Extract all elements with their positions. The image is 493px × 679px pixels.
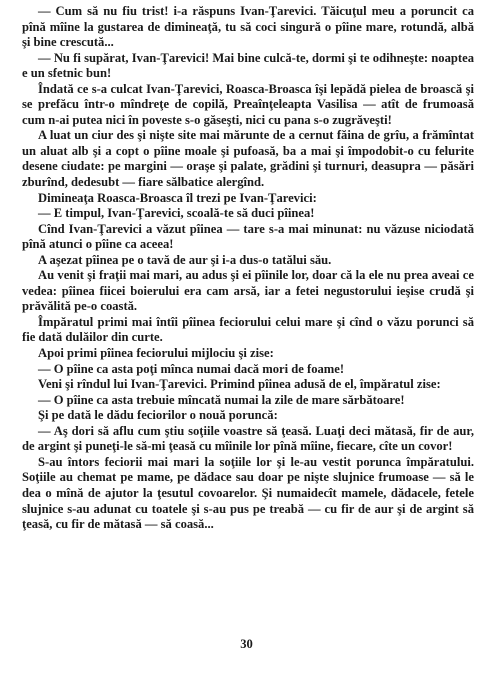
paragraph: Au venit şi fraţii mai mari, au adus şi ei pîinile lor, doar că la ele nu prea aveai ce vedea: pîinea fiicei boierului era cam arsă, iar a fetei negustorului ieşise crudă şi prăvălită pe-o coastă. — [22, 268, 474, 314]
page-number: 30 — [240, 637, 253, 651]
paragraph: S-au întors feciorii mai mari la soţiile lor şi le-au vestit porunca împăratului. Soţiile au chemat pe mame, pe dădace sau doar pe nişte slujnice frumoase — să le dea o mînă de ajutor la ţesutul covoarelor. Şi numaidecît mamele, dădacele, fetele slujnice s-au adunat cu toatele şi s-au pus pe treabă — cu fir de aur şi de argint să ţeasă, cu fir de mătasă — să coasă... — [22, 454, 474, 532]
paragraph: A aşezat pîinea pe o tavă de aur şi i-a dus-o tatălui său. — [38, 252, 332, 267]
paragraph: — Aş dori să aflu cum ştiu soţiile voastre să ţeasă. Luaţi deci mătasă, fir de aur, de argint şi puneţi-le să-mi ţeasă cu mîinile lor pînă mîine, fiecare, cîte un covor! — [22, 423, 474, 454]
paragraph: — O pîine ca asta poţi mînca numai dacă mori de foame! — [38, 361, 345, 376]
paragraph: Şi pe dată le dădu feciorilor o nouă poruncă: — [38, 408, 278, 423]
paragraph: Îndată ce s-a culcat Ivan-Ţarevici, Roasca-Broasca îşi lepădă pielea de broască şi se prefăcu într-o mîndreţe de copilă, Preaînţeleapta Vasilisa — atît de frumoasă cum n-ai putea nici în poveste s-o găseşti, nici cu pana s-o zugrăveşti! — [22, 81, 474, 127]
paragraph: Dimineaţa Roasca-Broasca îl trezi pe Ivan-Ţarevici: — [38, 190, 317, 205]
paragraph: Apoi primi pîinea feciorului mijlociu şi zise: — [38, 346, 274, 361]
paragraph: — O pîine ca asta trebuie mîncată numai la zile de mare sărbătoare! — [38, 392, 405, 407]
paragraph: A luat un ciur des şi nişte site mai mărunte de a cernut făina de grîu, a frămîntat un aluat alb şi a copt o pîine moale şi pufoasă, ba a mai şi împodobit-o cu felurite desene ciudate: pe margini — oraşe şi palate, grădini şi turnuri, deasupra — păsări zburînd, dedesubt — fiare sălbatice alergînd. — [22, 128, 474, 190]
paragraph: — E timpul, Ivan-Ţarevici, scoală-te să duci pîinea! — [38, 206, 315, 221]
book-page-text — [22, 4, 474, 533]
paragraph: — Cum să nu fiu trist! i-a răspuns Ivan-Ţarevici. Tăicuţul meu a poruncit ca pînă mîine la gustarea de dimineaţă, tu să coci singură o pîine mare, rotundă, albă şi bine crescută... — [22, 4, 474, 50]
paragraph: — Nu fi supărat, Ivan-Ţarevici! Mai bine culcă-te, dormi şi te odihneşte: noaptea e un sfetnic bun! — [22, 50, 474, 81]
paragraph: Împăratul primi mai întîi pîinea feciorului celui mare şi cînd o văzu porunci să fie dată dulăilor din curte. — [22, 314, 474, 345]
paragraph: Cînd Ivan-Ţarevici a văzut pîinea — tare s-a mai minunat: nu văzuse niciodată pînă atunci o pîine ca aceea! — [22, 221, 474, 252]
paragraph: Veni şi rîndul lui Ivan-Ţarevici. Primind pîinea adusă de el, împăratul zise: — [38, 377, 441, 392]
